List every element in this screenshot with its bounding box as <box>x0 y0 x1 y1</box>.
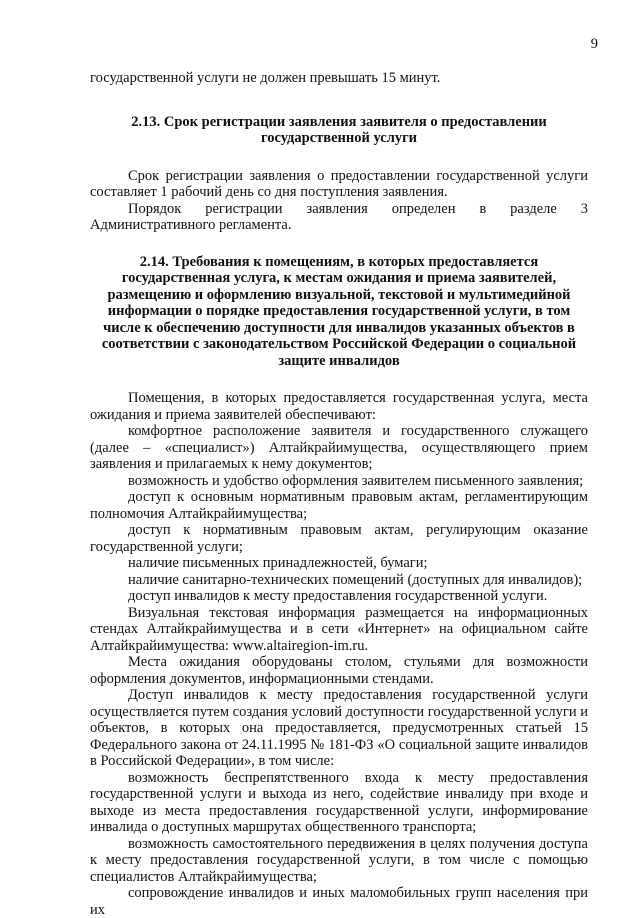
list-item: сопровождение инвалидов и иных маломобильных групп населения при их <box>90 885 588 918</box>
lead-line: государственной услуги не должен превышать 15 минут. <box>90 70 441 86</box>
list-item: доступ к основным нормативным правовым актам, регламентирующим полномочия Алтайкрайимущества; <box>90 489 588 522</box>
paragraph: Срок регистрации заявления о предоставлении государственной услуги составляет 1 рабочий день со дня поступления заявления. <box>90 167 588 200</box>
paragraph: Места ожидания оборудованы столом, стульями для возможности оформления документов, информационными стендами. <box>90 654 588 687</box>
paragraph: Помещения, в которых предоставляется государственная услуга, места ожидания и приема заявителей обеспечивают: <box>90 390 588 423</box>
list-item: наличие санитарно-технических помещений (доступных для инвалидов); <box>128 571 583 588</box>
paragraph: Визуальная текстовая информация размещается на информационных стендах Алтайкрайимущества и в сети «Интернет» на официальном сайте Алтайкрайимущества: www.altairegion-im.ru. <box>90 604 588 654</box>
list-item: возможность беспрепятственного входа к месту предоставления государственной услуги и выхода из него, содействие инвалиду при входе и выходе из места предоставления государственной услуги, информирование инвалида о доступных маршрутах общественного транспорта; <box>90 769 588 835</box>
list-item: возможность и удобство оформления заявителем письменного заявления; <box>128 472 584 489</box>
list-item: комфортное расположение заявителя и государственного служащего (далее – «специалист») Алтайкрайимущества, осуществляющего прием заявления и прилагаемых к нему документов; <box>90 423 588 472</box>
list-item: наличие письменных принадлежностей, бумаги; <box>128 555 428 571</box>
list-item: доступ инвалидов к месту предоставления государственной услуги. <box>128 588 548 604</box>
section-2-14-heading: 2.14. Требования к помещениям, в которых предоставляется государственная услуга, к местам ожидания и приема заявителей, размещению и оформлению визуальной, текстовой и мультимедийной информации о порядке предоставления государственной услуги, в том числе к обеспечению доступности для инвалидов указанных объектов в соответствии с законодательством Российской Федерации о социальной защите инвалидов <box>101 253 577 369</box>
paragraph: Доступ инвалидов к месту предоставления государственной услуги осуществляется путем создания условий доступности государственной услуги и объектов, в которых она предоставляется, предусмотренных статьей 15 Федерального закона от 24.11.1995 № 181-ФЗ «О социальной защите инвалидов в Российской Федерации», в том числе: <box>90 687 588 769</box>
page-number: 9 <box>590 36 598 52</box>
list-item: возможность самостоятельного передвижения в целях получения доступа к месту предоставления государственной услуги, в том числе с помощью специалистов Алтайкрайимущества; <box>90 835 588 885</box>
section-2-13-heading: 2.13. Срок регистрации заявления заявителя о предоставлении государственной услуги <box>131 113 547 146</box>
list-item: доступ к нормативным правовым актам, регулирующим оказание государственной услуги; <box>90 522 588 555</box>
paragraph: Порядок регистрации заявления определен в разделе 3 Административного регламента. <box>90 200 588 233</box>
page-content <box>90 70 588 918</box>
